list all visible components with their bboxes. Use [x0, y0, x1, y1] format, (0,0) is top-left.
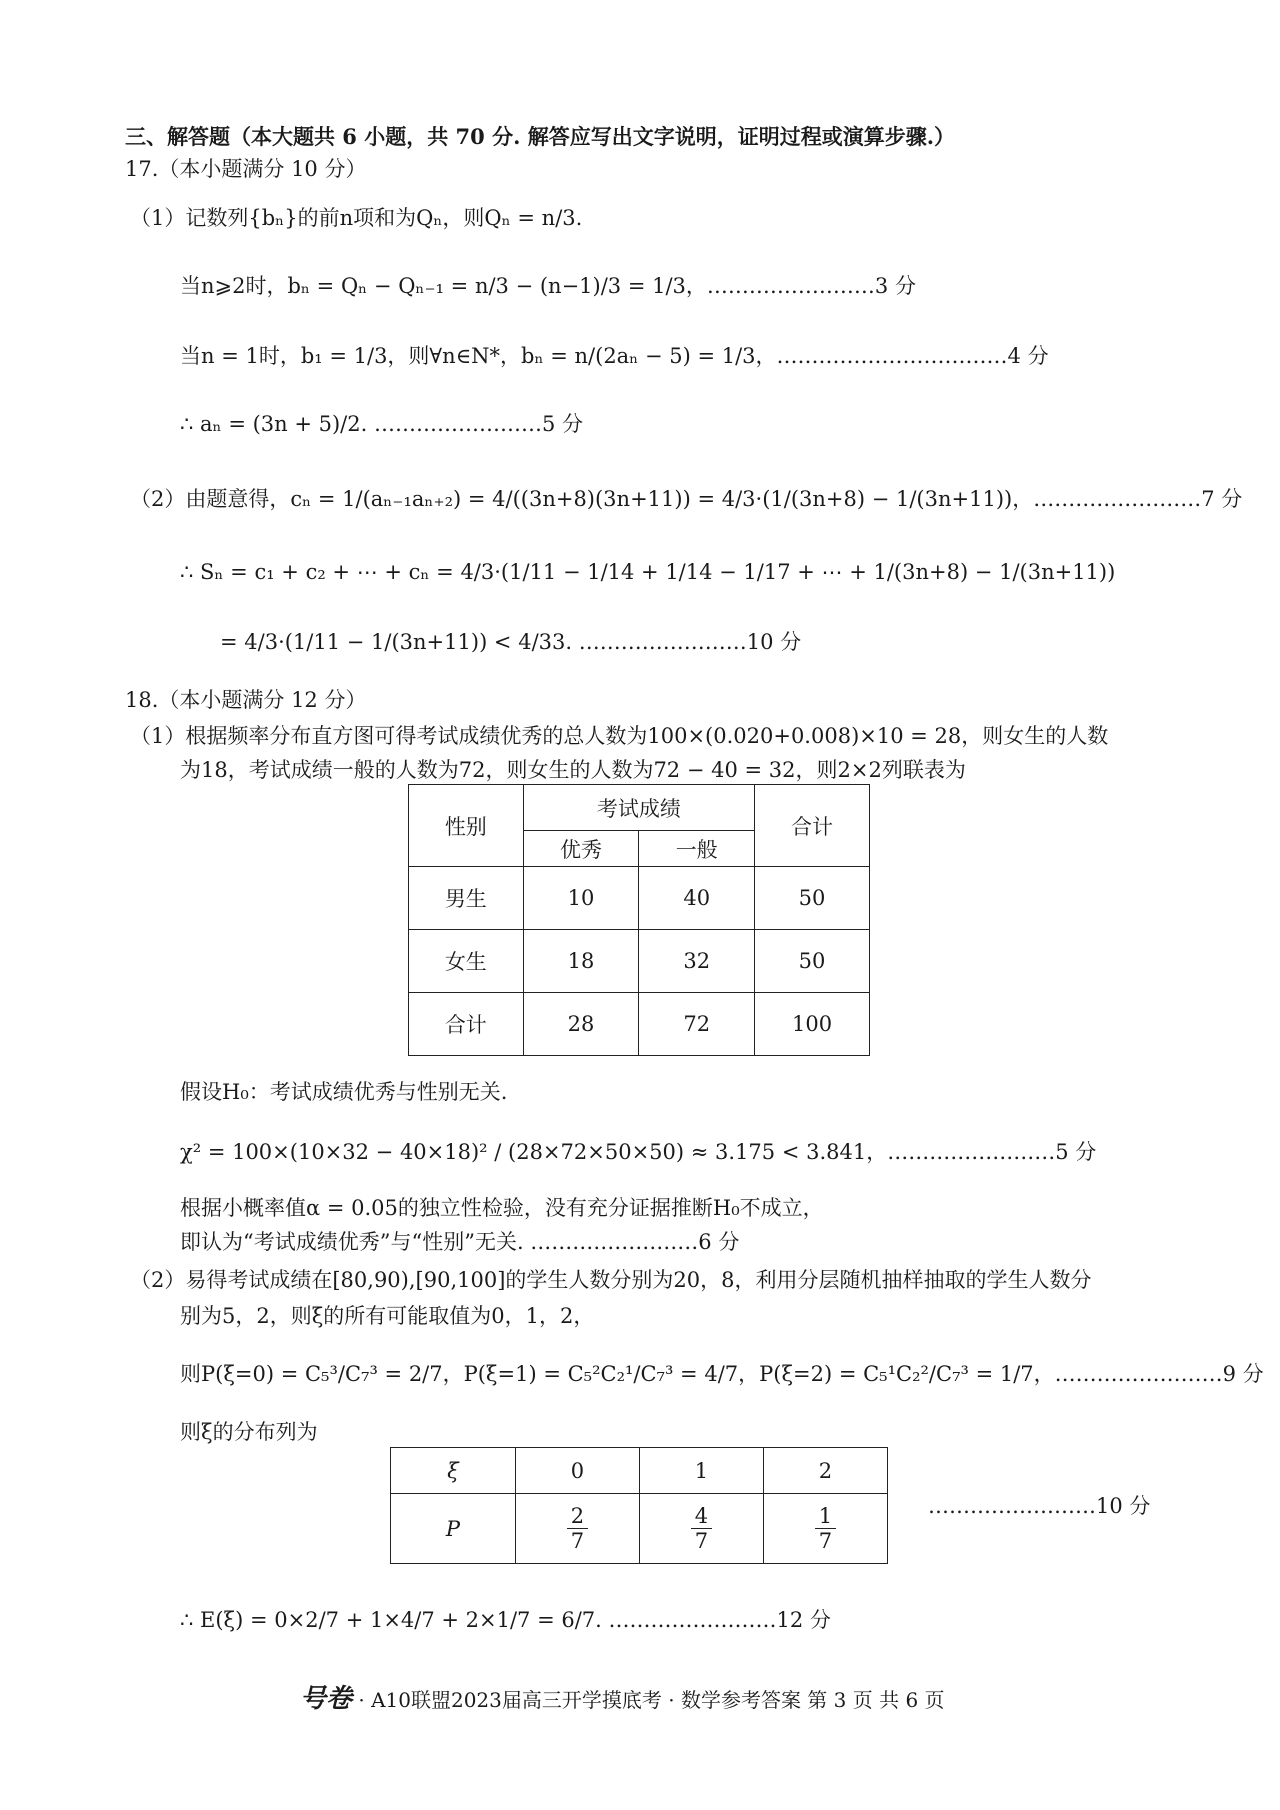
contingency-table	[408, 784, 870, 1056]
footer-text: · A10联盟2023届高三开学摸底考 · 数学参考答案 第 3 页 共 6 页	[358, 1688, 945, 1712]
q17-line-3: 当n = 1时，b₁ = 1/3，则∀n∈N*，bₙ = n/(2aₙ − 5) = 1/3，……………………………4 分	[180, 344, 1049, 368]
p-value	[763, 1494, 887, 1564]
xi-value: 0	[515, 1448, 639, 1494]
q18-p1-line-1: （1）根据频率分布直方图可得考试成绩优秀的总人数为100×(0.020+0.008)×10 = 28，则女生的人数	[130, 724, 1109, 748]
fraction-numerator: 1	[815, 1504, 836, 1529]
table-row	[409, 930, 870, 993]
fraction-numerator: 4	[691, 1504, 712, 1529]
q18-header: 18.（本小题满分 12 分）	[125, 688, 367, 712]
section-header: 三、解答题（本大题共 6 小题，共 70 分. 解答应写出文字说明，证明过程或演算步骤.）	[125, 124, 956, 149]
q17-line-1: （1）记数列{bₙ}的前n项和为Qₙ，则Qₙ = n/3.	[130, 206, 583, 230]
xi-header: ξ	[391, 1448, 516, 1494]
distribution-table	[390, 1447, 888, 1564]
xi-value: 2	[763, 1448, 887, 1494]
q17-line-2: 当n⩾2时，bₙ = Qₙ − Qₙ₋₁ = n/3 − (n−1)/3 = 1/3，……………………3 分	[180, 274, 916, 298]
table-row	[391, 1448, 888, 1494]
p-value	[639, 1494, 763, 1564]
cell-total: 50	[755, 930, 870, 993]
xi-value: 1	[639, 1448, 763, 1494]
brand-logo: 号卷	[300, 1684, 353, 1714]
p-header: P	[391, 1494, 516, 1564]
hypothesis: 假设H₀：考试成绩优秀与性别无关.	[180, 1080, 508, 1104]
row-label: 合计	[409, 993, 524, 1056]
distribution-score: ……………………10 分	[928, 1494, 1151, 1518]
cell-average: 72	[639, 993, 755, 1056]
cell-excellent: 10	[523, 867, 639, 930]
q17-line-5: （2）由题意得，cₙ = 1/(aₙ₋₁aₙ₊₂) = 4/((3n+8)(3n+11)) = 4/3·(1/(3n+8) − 1/(3n+11))，……………………7 分	[130, 487, 1243, 511]
fraction	[815, 1504, 836, 1553]
cell-average: 40	[639, 867, 755, 930]
subheader-excellent: 优秀	[523, 831, 639, 867]
row-label: 男生	[409, 867, 524, 930]
q17-line-4: ∴ aₙ = (3n + 5)/2. ……………………5 分	[180, 412, 583, 436]
table-row	[409, 867, 870, 930]
fraction-denominator: 7	[570, 1529, 585, 1553]
q17-line-6: ∴ Sₙ = c₁ + c₂ + ⋯ + cₙ = 4/3·(1/11 − 1/14 + 1/14 − 1/17 + ⋯ + 1/(3n+8) − 1/(3n+11))	[180, 560, 1116, 584]
q18-p2-line-2: 别为5，2，则ξ的所有可能取值为0，1，2，	[180, 1304, 595, 1328]
fraction-denominator: 7	[694, 1529, 709, 1553]
distribution-label: 则ξ的分布列为	[180, 1420, 318, 1444]
table-row	[391, 1494, 888, 1564]
q18-p1-line-2: 为18，考试成绩一般的人数为72，则女生的人数为72 − 40 = 32，则2×2列联表为	[180, 758, 966, 782]
fraction	[567, 1504, 588, 1553]
cell-total: 50	[755, 867, 870, 930]
probability-line: 则P(ξ=0) = C₅³/C₇³ = 2/7，P(ξ=1) = C₅²C₂¹/C₇³ = 4/7，P(ξ=2) = C₅¹C₂²/C₇³ = 1/7，……………………9 分	[180, 1362, 1264, 1386]
table-row	[409, 993, 870, 1056]
q17-header: 17.（本小题满分 10 分）	[125, 157, 367, 181]
q18-p2-line-1: （2）易得考试成绩在[80,90),[90,100]的学生人数分别为20，8，利用分层随机抽样抽取的学生人数分	[130, 1268, 1092, 1292]
cell-total: 100	[755, 993, 870, 1056]
fraction-numerator: 2	[567, 1504, 588, 1529]
header-score: 考试成绩	[523, 785, 754, 831]
conclusion-line-2: 即认为“考试成绩优秀”与“性别”无关. ……………………6 分	[180, 1230, 740, 1254]
q17-line-7: = 4/3·(1/11 − 1/(3n+11)) < 4/33. ……………………10 分	[220, 630, 802, 654]
fraction-denominator: 7	[818, 1529, 833, 1553]
row-label: 女生	[409, 930, 524, 993]
subheader-average: 一般	[639, 831, 755, 867]
header-total: 合计	[755, 785, 870, 867]
cell-average: 32	[639, 930, 755, 993]
fraction	[691, 1504, 712, 1553]
header-gender: 性别	[409, 785, 524, 867]
cell-excellent: 18	[523, 930, 639, 993]
page-footer	[300, 1678, 945, 1715]
chi-square: χ² = 100×(10×32 − 40×18)² / (28×72×50×50) ≈ 3.175 < 3.841，……………………5 分	[180, 1140, 1097, 1164]
p-value	[515, 1494, 639, 1564]
expectation: ∴ E(ξ) = 0×2/7 + 1×4/7 + 2×1/7 = 6/7. ……………………12 分	[180, 1608, 831, 1632]
cell-excellent: 28	[523, 993, 639, 1056]
conclusion-line-1: 根据小概率值α = 0.05的独立性检验，没有充分证据推断H₀不成立，	[180, 1196, 824, 1220]
